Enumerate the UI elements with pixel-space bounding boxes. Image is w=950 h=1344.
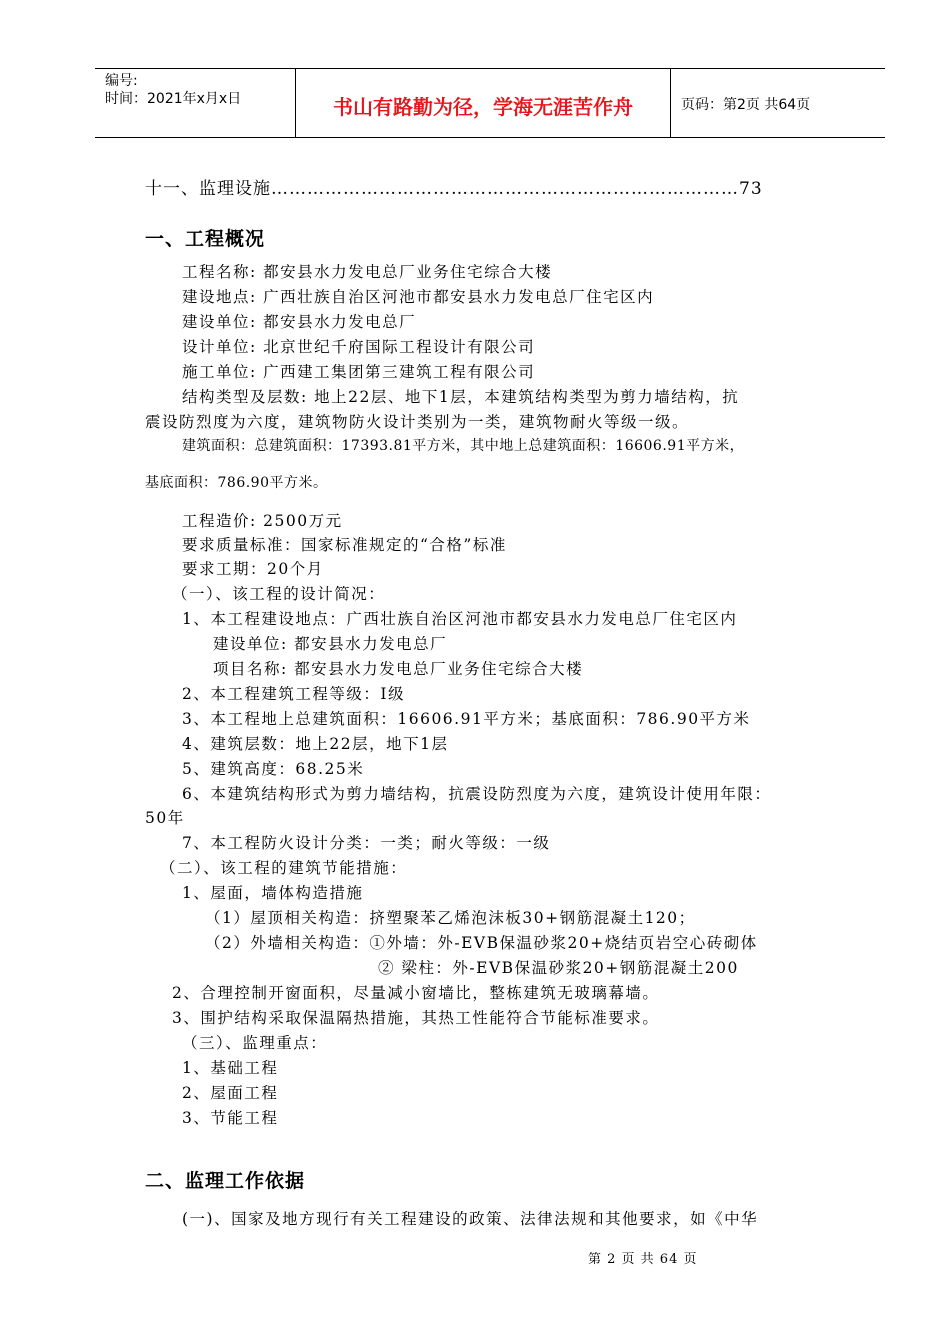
toc-entry: 十一、监理设施……………………………………………………………………73	[145, 179, 763, 199]
header-page-number: 页码：第2页 共64页	[681, 97, 811, 113]
paragraph-line: 建设单位: 都安县水力发电总厂	[213, 635, 448, 653]
paragraph-line: （2）外墙相关构造：①外墙：外-EVB保温砂浆20+烧结页岩空心砖砌体	[205, 934, 758, 952]
paragraph-line: 50年	[145, 809, 185, 827]
paragraph-line: 工程造价: 2500万元	[182, 512, 343, 530]
subsection-heading: （三）、监理重点：	[182, 1034, 328, 1052]
paragraph-line: 建设单位: 都安县水力发电总厂	[182, 313, 417, 331]
paragraph-line: 6、本建筑结构形式为剪力墙结构，抗震设防烈度为六度，建筑设计使用年限：	[182, 785, 772, 803]
doc-number-label: 编号:	[105, 73, 138, 89]
header-meta	[105, 72, 241, 108]
paragraph-line: 3、本工程地上总建筑面积：16606.91平方米；基底面积：786.90平方米	[182, 710, 751, 728]
paragraph-line: 震设防烈度为六度，建筑物防火设计类别为一类，建筑物耐火等级一级。	[145, 413, 690, 431]
paragraph-line: 2、合理控制开窗面积，尽量减小窗墙比，整栋建筑无玻璃幕墙。	[172, 984, 660, 1002]
paragraph-line: （1）屋顶相关构造：挤塑聚苯乙烯泡沫板30+钢筋混凝土120；	[205, 909, 696, 927]
page-header	[95, 68, 885, 138]
section-heading: 一、工程概况	[145, 228, 266, 250]
paragraph-line: 4、建筑层数：地上22层，地下1层	[182, 735, 449, 753]
subsection-heading: （二）、该工程的建筑节能措施：	[160, 859, 408, 877]
paragraph-line: 设计单位: 北京世纪千府国际工程设计有限公司	[182, 338, 536, 356]
paragraph-line: 要求质量标准：国家标准规定的“合格”标准	[182, 536, 507, 554]
paragraph-line: 结构类型及层数: 地上22层、地下1层，本建筑结构类型为剪力墙结构，抗	[182, 388, 740, 406]
header-motto: 书山有路勤为径，学海无涯苦作舟	[333, 95, 633, 119]
paragraph-line: 1、本工程建设地点：广西壮族自治区河池市都安县水力发电总厂住宅区内	[182, 610, 738, 628]
section-heading: 二、监理工作依据	[145, 1170, 306, 1192]
paragraph-line: ② 梁柱：外-EVB保温砂浆20+钢筋混凝土200	[378, 959, 739, 977]
paragraph-line: 2、本工程建筑工程等级：Ⅰ级	[182, 685, 405, 703]
paragraph-line: 工程名称: 都安县水力发电总厂业务住宅综合大楼	[182, 263, 553, 281]
paragraph-line: 1、基础工程	[182, 1059, 279, 1077]
paragraph-line: 要求工期：20个月	[182, 560, 324, 578]
paragraph-line: 3、节能工程	[182, 1109, 279, 1127]
paragraph-line: 7、本工程防火设计分类：一类；耐火等级：一级	[182, 834, 551, 852]
paragraph-line: 3、围护结构采取保温隔热措施，其热工性能符合节能标准要求。	[172, 1009, 660, 1027]
footer-page-number: 第 2 页 共 64 页	[588, 1252, 698, 1267]
subsection-heading: （一）、该工程的设计简况：	[172, 585, 386, 603]
paragraph-line: 建筑面积：总建筑面积：17393.81平方米，其中地上总建筑面积：16606.91平方米，	[182, 438, 745, 454]
paragraph-line: (一)、国家及地方现行有关工程建设的政策、法律法规和其他要求，如《中华	[182, 1210, 759, 1228]
header-divider	[295, 69, 296, 137]
paragraph-line: 项目名称: 都安县水力发电总厂业务住宅综合大楼	[213, 660, 584, 678]
header-divider	[670, 69, 671, 137]
paragraph-line: 2、屋面工程	[182, 1084, 279, 1102]
doc-time-label: 时间：2021年x月x日	[105, 91, 242, 107]
paragraph-line: 1、屋面，墙体构造措施	[182, 884, 364, 902]
paragraph-line: 基底面积：786.90平方米。	[145, 475, 328, 491]
paragraph-line: 建设地点: 广西壮族自治区河池市都安县水力发电总厂住宅区内	[182, 288, 655, 306]
paragraph-line: 施工单位: 广西建工集团第三建筑工程有限公司	[182, 363, 536, 381]
paragraph-line: 5、建筑高度：68.25米	[182, 760, 365, 778]
